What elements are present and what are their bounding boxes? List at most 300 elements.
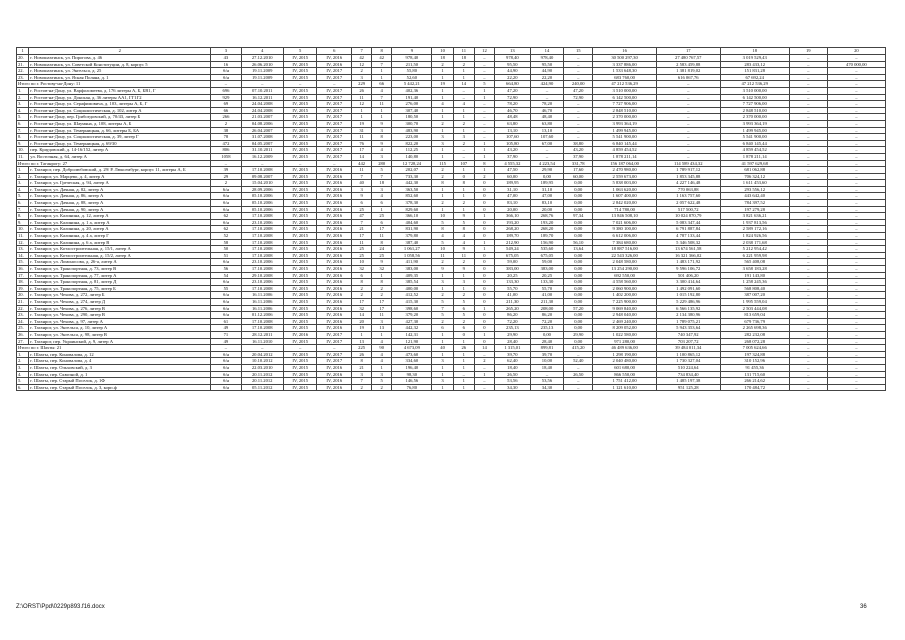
table-cell: 0,00	[564, 312, 593, 319]
table-cell: IV, 2017	[317, 140, 352, 147]
table-cell: IV, 2015	[283, 252, 317, 259]
table-cell: 29.10.2008	[241, 272, 283, 279]
table-cell: 121,90	[392, 338, 432, 345]
column-number-cell: 8	[372, 48, 392, 55]
table-cell: 5 541 900,00	[720, 134, 789, 141]
table-cell: 9	[453, 266, 474, 273]
table-cell: –	[789, 55, 827, 62]
table-cell: б/н	[211, 200, 241, 207]
table-cell: 3	[372, 186, 392, 193]
table-cell: 1	[474, 246, 494, 253]
table-cell: IV, 2015	[283, 55, 317, 62]
table-cell: 15.	[17, 259, 29, 266]
table-cell: 21.	[17, 61, 29, 68]
table-cell: 46 489 636,00	[593, 345, 657, 352]
table-cell: 1 061,27	[392, 246, 432, 253]
table-cell: г. Ростов-на-Дону, пер. Грибоедовский, д. 70/43, литер Б	[29, 114, 211, 121]
table-cell: 28,40	[530, 338, 564, 345]
table-cell: IV, 2015	[283, 351, 317, 358]
table-cell: –	[827, 305, 885, 312]
table-cell: 223,00	[392, 134, 432, 141]
table-cell: IV, 2017	[317, 134, 352, 141]
table-cell: 40	[352, 180, 372, 187]
table-cell: г. Таганрог, ул. Чехова, д. 272, литер Б	[29, 292, 211, 299]
table-cell: 1	[432, 68, 453, 75]
table-cell: 1	[432, 272, 453, 279]
table-cell: –	[789, 318, 827, 325]
table-cell: 1	[432, 351, 453, 358]
table-cell: –	[789, 180, 827, 187]
table-cell: 0	[474, 186, 494, 193]
table-cell: 2	[432, 292, 453, 299]
table-cell: 27 480 767,57	[656, 55, 720, 62]
table-cell: 1	[453, 193, 474, 200]
table-cell: 1 063 620,00	[593, 186, 657, 193]
table-cell: 2.	[17, 358, 29, 365]
table-row	[17, 312, 886, 319]
table-cell: 692 550,00	[593, 272, 657, 279]
table-cell: 208,00	[530, 305, 564, 312]
table-cell: 0,00	[564, 279, 593, 286]
table-cell: г. Шахты, пер. Старый Поселок, д. 1Ф	[29, 378, 211, 385]
table-cell: 675,05	[530, 252, 564, 259]
table-cell: 4 859 454,52	[593, 147, 657, 154]
table-cell: 2 503 444,08	[720, 305, 789, 312]
table-cell: IV, 2015	[283, 127, 317, 134]
table-cell: 1 789 917,12	[656, 167, 720, 174]
table-cell: 442	[352, 160, 372, 167]
table-cell: 24.	[17, 318, 29, 325]
table-cell: 443 642,40	[720, 193, 789, 200]
table-cell: 05.10.2006	[241, 193, 283, 200]
table-cell: 387,40	[392, 239, 432, 246]
table-row	[17, 338, 886, 345]
table-row	[17, 318, 886, 325]
table-cell: 16.11.2010	[241, 338, 283, 345]
table-cell: –	[789, 325, 827, 332]
table-cell: 211,30	[530, 298, 564, 305]
table-cell: 568 808,40	[720, 285, 789, 292]
table-cell: 20.04.2012	[241, 351, 283, 358]
table-cell: IV, 2015	[283, 101, 317, 108]
table-cell: 1	[474, 94, 494, 101]
table-cell: 31,10	[530, 186, 564, 193]
table-cell: IV, 2015	[283, 233, 317, 240]
column-number-cell: 17	[656, 48, 720, 55]
table-cell: –	[564, 351, 593, 358]
table-cell: 8	[372, 134, 392, 141]
table-cell: 2	[372, 384, 392, 391]
table-cell: IV, 2015	[283, 200, 317, 207]
table-cell: 6 791 887,84	[656, 226, 720, 233]
table-cell: 1	[474, 371, 494, 378]
table-cell: –	[827, 160, 885, 167]
table-cell: 44,90	[530, 68, 564, 75]
table-cell: г. Таганрог, пер. Добролюбовский, д. 29/ Р. Люксембург, корпус 11, литеры А, Б	[29, 167, 211, 174]
table-cell: IV, 2016	[317, 219, 352, 226]
table-cell: б/н	[211, 305, 241, 312]
table-cell: IV, 2015	[283, 186, 317, 193]
table-cell: 34,30	[530, 384, 564, 391]
table-cell: 4.	[17, 371, 29, 378]
table-cell: 91 455,36	[720, 364, 789, 371]
table-cell: г. Таганрог, ул. Транспортная, д. 81, литер Д	[29, 279, 211, 286]
table-cell: –	[453, 147, 474, 154]
table-cell: IV, 2016	[317, 55, 352, 62]
table-row	[17, 74, 886, 81]
table-cell: IV, 2016	[317, 371, 352, 378]
table-cell: 28.09.2006	[241, 186, 283, 193]
table-cell: 37,90	[564, 153, 593, 160]
table-cell: IV, 2016	[317, 364, 352, 371]
table-cell: –	[827, 94, 885, 101]
table-cell: 05.10.2006	[241, 200, 283, 207]
table-row	[17, 325, 886, 332]
table-cell: –	[827, 312, 885, 319]
table-cell: 47,00	[494, 193, 530, 200]
table-cell: –	[827, 127, 885, 134]
table-cell: 1	[432, 114, 453, 121]
table-cell: –	[827, 358, 885, 365]
table-cell: г. Таганрог, ул. Транспортная, д. 73, литер В	[29, 266, 211, 273]
table-cell: 3 300 414,64	[656, 279, 720, 286]
table-cell: IV, 2015	[283, 279, 317, 286]
table-cell: 0,00	[564, 272, 593, 279]
table-cell: б/н	[211, 206, 241, 213]
table-cell: 6 142 500,00	[593, 94, 657, 101]
table-cell: IV, 2015	[283, 312, 317, 319]
table-cell: 156 187 064,00	[593, 160, 657, 167]
table-cell: г. Таганрог, ул. Котлостроительная, д. 15/2, литер А	[29, 252, 211, 259]
table-cell: 415,20	[564, 345, 593, 352]
table-cell: –	[453, 87, 474, 94]
table-cell: 19	[352, 325, 372, 332]
table-cell: 7	[372, 94, 392, 101]
table-cell: 07.10.2011	[241, 87, 283, 94]
table-cell: IV, 2015	[283, 371, 317, 378]
table-cell: 2.	[17, 94, 29, 101]
table-cell: 72,90	[494, 94, 530, 101]
table-row	[17, 173, 886, 180]
table-cell: –	[789, 94, 827, 101]
table-row	[17, 259, 886, 266]
table-row	[17, 233, 886, 240]
table-row	[17, 331, 886, 338]
table-cell: 9 069 840,00	[593, 305, 657, 312]
table-cell: IV, 2015	[283, 147, 317, 154]
table-cell: –	[789, 61, 827, 68]
table-cell: 55,80	[392, 68, 432, 75]
column-number-cell: 19	[789, 48, 827, 55]
table-cell: 1	[432, 94, 453, 101]
table-cell: 54	[211, 272, 241, 279]
table-cell: 47,00	[530, 193, 564, 200]
table-cell: 0,00	[564, 233, 593, 240]
table-cell: 10	[352, 259, 372, 266]
table-cell: 5 346 508,32	[656, 239, 720, 246]
table-cell: б/н	[211, 384, 241, 391]
table-cell: 2 842 020,00	[593, 200, 657, 207]
table-cell: 1	[474, 140, 494, 147]
table-cell: 2 583 459,88	[656, 61, 720, 68]
table-cell: 0,00	[564, 206, 593, 213]
table-cell: 133,30	[494, 279, 530, 286]
table-cell: 412,52	[392, 292, 432, 299]
table-cell: 1	[453, 186, 474, 193]
table-cell: 366,10	[494, 213, 530, 220]
table-cell: 41 597 629,68	[720, 160, 789, 167]
table-cell: 3 019 529,43	[720, 55, 789, 62]
table-cell: 0	[474, 200, 494, 207]
table-cell: 1 485 197,38	[656, 378, 720, 385]
table-cell: 131 715,60	[720, 371, 789, 378]
table-cell: 63,80	[494, 120, 530, 127]
table-cell: 535,60	[530, 246, 564, 253]
table-cell: –	[656, 87, 720, 94]
table-cell: IV, 2015	[283, 219, 317, 226]
table-cell: 1	[474, 153, 494, 160]
table-cell: 19	[352, 120, 372, 127]
table-cell: 17.10.2008	[241, 325, 283, 332]
table-row	[17, 134, 886, 141]
table-cell: 2	[432, 200, 453, 207]
table-cell: 21	[352, 226, 372, 233]
table-cell: 6	[352, 272, 372, 279]
table-cell: 17,60	[564, 167, 593, 174]
table-cell: 2	[453, 318, 474, 325]
table-cell: 7 225 900,00	[593, 298, 657, 305]
table-cell: 0	[474, 266, 494, 273]
table-cell: 951 125,28	[656, 384, 720, 391]
table-cell: 9	[352, 193, 372, 200]
table-cell: 13 846 508,10	[593, 213, 657, 220]
table-cell: 55	[211, 285, 241, 292]
table-cell: г. Шахты, пер. Коновалова, д. 12	[29, 351, 211, 358]
table-cell: 1	[453, 114, 474, 121]
table-row	[17, 219, 886, 226]
table-cell: 58	[211, 239, 241, 246]
table-cell: 2.	[17, 173, 29, 180]
table-cell: 442,30	[392, 180, 432, 187]
table-cell: 268,20	[530, 226, 564, 233]
table-cell: 13.	[17, 246, 29, 253]
table-cell: 9	[372, 259, 392, 266]
table-cell: –	[564, 378, 593, 385]
table-cell: 1	[372, 272, 392, 279]
table-cell: –	[453, 371, 474, 378]
table-cell: 40	[432, 345, 453, 352]
table-cell: 29	[211, 173, 241, 180]
table-cell: 1	[432, 87, 453, 94]
table-cell: 734 834,40	[656, 371, 720, 378]
table-cell: 61	[211, 318, 241, 325]
table-cell: 6 840 145,44	[593, 140, 657, 147]
table-cell: 39,70	[494, 351, 530, 358]
table-cell: IV, 2015	[283, 213, 317, 220]
table-cell: IV, 2016	[317, 61, 352, 68]
table-cell: 411,90	[392, 259, 432, 266]
table-cell: г. Таганрог, ул. Калинина, д. 1 а, литер А	[29, 219, 211, 226]
table-cell: 76,80	[392, 384, 432, 391]
table-row	[17, 114, 886, 121]
table-cell: 20,00	[494, 206, 530, 213]
table-cell: 383,00	[494, 266, 530, 273]
table-cell: 8 209 052,00	[593, 325, 657, 332]
table-cell: –	[827, 173, 885, 180]
table-cell: 402,36	[392, 87, 432, 94]
table-cell: 4	[372, 338, 392, 345]
table-cell: 1 789 075,21	[656, 318, 720, 325]
table-cell: 379,80	[392, 233, 432, 240]
table-cell: 1	[453, 107, 474, 114]
table-cell: –	[827, 226, 885, 233]
table-cell: –	[317, 345, 352, 352]
table-cell: 5 838 003,00	[593, 180, 657, 187]
table-cell: г. Таганрог, ул. Транспортная, д. 77, литер А	[29, 272, 211, 279]
table-cell: 6/н	[211, 186, 241, 193]
table-cell: 3.	[17, 364, 29, 371]
table-cell: –	[789, 120, 827, 127]
table-cell: 10.	[17, 147, 29, 154]
table-cell: 18	[432, 55, 453, 62]
table-cell: 114 589 434,32	[656, 160, 720, 167]
table-cell: 193,20	[494, 219, 530, 226]
table-cell: 427,30	[392, 318, 432, 325]
table-cell: 115	[432, 160, 453, 167]
table-cell: 7 005 624,66	[720, 345, 789, 352]
table-row	[17, 94, 886, 101]
table-cell: 39,70	[530, 351, 564, 358]
table-cell: –	[827, 87, 885, 94]
table-cell: 2 589 172,16	[720, 226, 789, 233]
table-cell: –	[827, 134, 885, 141]
page-number: 36	[860, 604, 867, 610]
table-row	[17, 120, 886, 127]
table-cell: г. Новошахтинск, ул. Пирогова, д. 46	[29, 55, 211, 62]
table-cell: IV, 2015	[283, 358, 317, 365]
table-cell: 26.04.2007	[241, 127, 283, 134]
table-cell: –	[827, 325, 885, 332]
table-cell: 4.	[17, 107, 29, 114]
table-cell: 4 223,54	[530, 160, 564, 167]
table-cell: 25	[352, 252, 372, 259]
table-cell: –	[474, 127, 494, 134]
table-cell: 98,30	[392, 371, 432, 378]
table-cell: –	[789, 252, 827, 259]
table-row	[17, 279, 886, 286]
table-cell: 3	[352, 186, 372, 193]
table-cell: 17	[372, 298, 392, 305]
table-cell: 2	[453, 200, 474, 207]
table-cell: IV, 2015	[283, 206, 317, 213]
table-cell: IV, 2015	[283, 61, 317, 68]
table-cell: IV, 2016	[317, 226, 352, 233]
table-cell: 19.11.2009	[241, 68, 283, 75]
table-cell: 107	[453, 160, 474, 167]
table-cell: 29,90	[494, 331, 530, 338]
table-cell: 706 324,12	[720, 173, 789, 180]
table-cell: IV, 2015	[283, 266, 317, 273]
table-cell: –	[564, 107, 593, 114]
table-cell: 1	[453, 351, 474, 358]
table-cell: –	[211, 81, 241, 88]
table-cell: 3 993 364,19	[593, 120, 657, 127]
table-cell: 404,60	[392, 219, 432, 226]
table-cell: –	[564, 127, 593, 134]
table-cell: 2 265 698,36	[720, 325, 789, 332]
table-cell: 398,60	[392, 305, 432, 312]
table-cell: –	[827, 338, 885, 345]
table-cell: IV, 2017	[317, 331, 352, 338]
table-row	[17, 351, 886, 358]
table-cell: –	[827, 246, 885, 253]
table-cell: IV, 2015	[283, 292, 317, 299]
table-row	[17, 213, 886, 220]
table-cell: 12	[352, 101, 372, 108]
table-cell: IV, 2016	[317, 318, 352, 325]
table-cell: 62,40	[494, 358, 530, 365]
table-cell: б/н	[211, 364, 241, 371]
table-cell: 2 040 480,00	[593, 358, 657, 365]
table-cell: 235,13	[494, 325, 530, 332]
table-cell: 470 000,00	[827, 61, 885, 68]
table-cell: IV, 2015	[283, 140, 317, 147]
table-cell: б/н	[211, 371, 241, 378]
table-cell: –	[789, 101, 827, 108]
table-cell: 266 214,62	[720, 378, 789, 385]
table-cell: 47 212 536,29	[720, 81, 789, 88]
table-cell: 379,20	[392, 312, 432, 319]
table-cell: –	[789, 351, 827, 358]
table-cell: 25	[372, 252, 392, 259]
table-cell: IV, 2015	[283, 68, 317, 75]
table-cell: 95,50	[494, 61, 530, 68]
table-cell: 442,32	[392, 325, 432, 332]
table-cell: 67 692,24	[720, 74, 789, 81]
table-cell: г. Таганрог, ул. Энгельса, д. 98, литер В	[29, 331, 211, 338]
table-cell: 0	[474, 252, 494, 259]
table-cell: б/н	[211, 312, 241, 319]
table-cell: 18,40	[530, 364, 564, 371]
table-cell: 276,00	[392, 101, 432, 108]
table-cell: г. Таганрог, ул. Чехова, д. 97, литер А	[29, 318, 211, 325]
table-cell: 2 370 000,00	[720, 114, 789, 121]
table-cell: 17.10.2008	[241, 266, 283, 273]
table-cell: IV, 2017	[317, 68, 352, 75]
table-cell: г. Таганрог, ул. Котлостроительная, д. 15/1, литер А	[29, 246, 211, 253]
table-cell: 4 555,32	[494, 160, 530, 167]
table-cell: –	[789, 153, 827, 160]
table-cell: 1058	[211, 153, 241, 160]
table-cell: 28,40	[494, 338, 530, 345]
table-cell: г. Таганрог, ул. Калинина, д. 12, литер А	[29, 213, 211, 220]
table-cell: 813 659,04	[720, 312, 789, 319]
table-cell: 97,34	[564, 213, 593, 220]
table-cell: 18	[453, 55, 474, 62]
table-cell: 17.10.2008	[241, 213, 283, 220]
table-cell: 6.	[17, 200, 29, 207]
table-cell: 5.	[17, 193, 29, 200]
column-number-cell: 7	[352, 48, 372, 55]
table-cell: 2	[432, 173, 453, 180]
table-cell: пер. Краудовский, д. 14-16/152, литер А	[29, 147, 211, 154]
table-cell: 11	[453, 252, 474, 259]
table-cell: 43	[211, 55, 241, 62]
table-cell: –	[656, 114, 720, 121]
table-cell: –	[827, 55, 885, 62]
table-cell: –	[827, 318, 885, 325]
table-cell: IV, 2015	[283, 272, 317, 279]
